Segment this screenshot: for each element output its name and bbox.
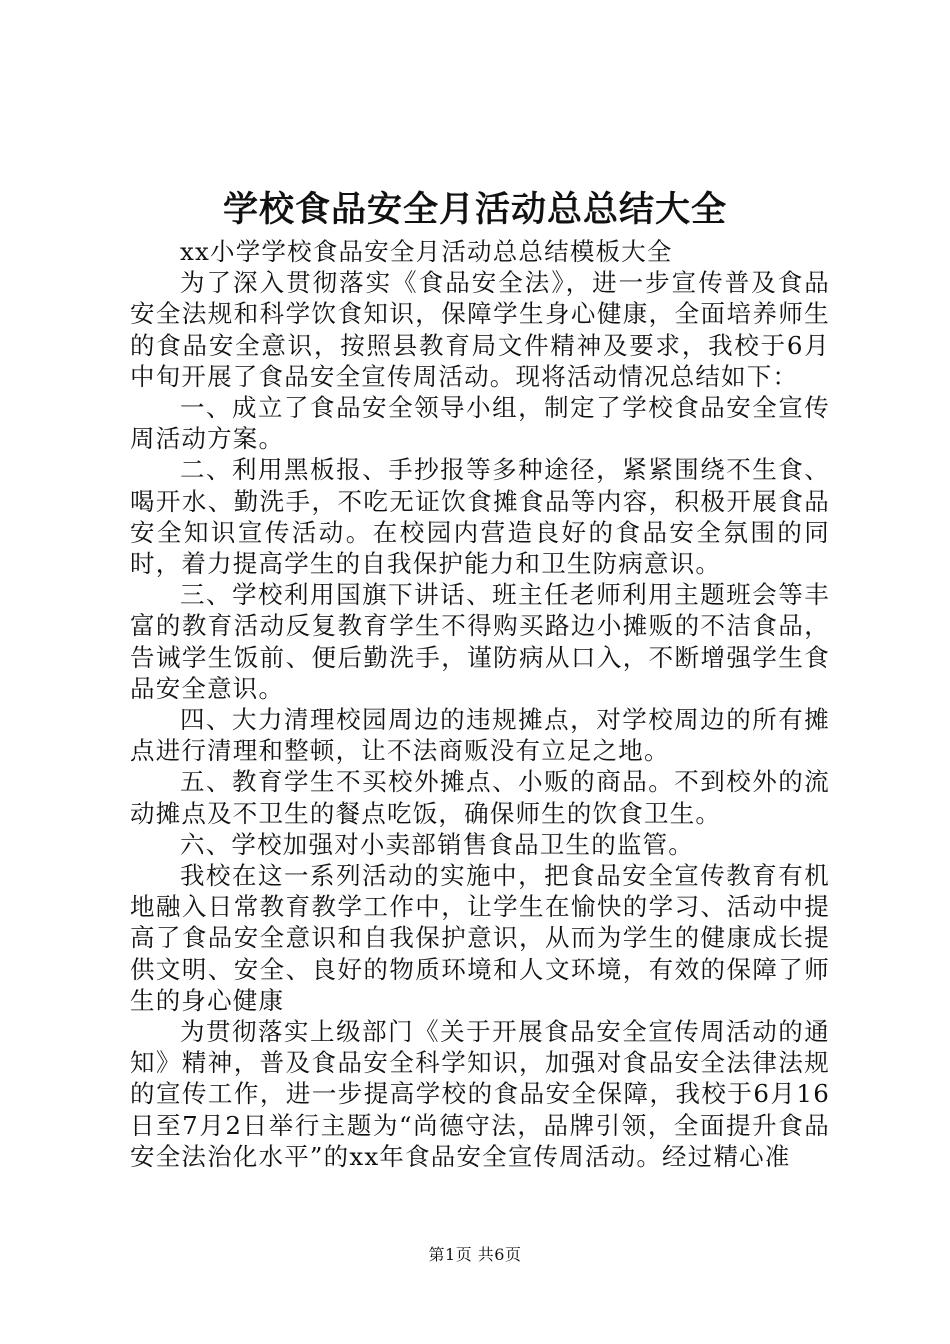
item-paragraph-4: 四、大力清理校园周边的违规摊点，对学校周边的所有摊点进行清理和整顿，让不法商贩没有立足之地。 bbox=[130, 705, 830, 766]
item-paragraph-2: 二、利用黑板报、手抄报等多种途径，紧紧围绕不生食、喝开水、勤洗手，不吃无证饮食摊食品等内容，积极开展食品安全知识宣传活动。在校园内营造良好的食品安全氛围的同时，着力提高学生的自我保护能力和卫生防病意识。 bbox=[130, 455, 830, 579]
item-paragraph-6: 六、学校加强对小卖部销售食品卫生的监管。 bbox=[180, 829, 694, 859]
item-paragraph-3: 三、学校利用国旗下讲话、班主任老师利用主题班会等丰富的教育活动反复教育学生不得购买路边小摊贩的不洁食品，告诫学生饭前、便后勤洗手，谨防病从口入，不断增强学生食品安全意识。 bbox=[130, 580, 830, 703]
document-title: 学校食品安全月活动总总结大全 bbox=[222, 189, 727, 230]
second-section-paragraph: 为贯彻落实上级部门《关于开展食品安全宣传周活动的通知》精神，普及食品安全科学知识，加强对食品安全法律法规的宣传工作，进一步提高学校的食品安全保障，我校于6月16日至7月2日举行主题为“尚德守法，品牌引领，全面提升食品安全法治化水平”的xx年食品安全宣传周活动。经过精心准 bbox=[130, 1017, 830, 1171]
summary-paragraph: 我校在这一系列活动的实施中，把食品安全宣传教育有机地融入日常教育教学工作中，让学生在愉快的学习、活动中提高了食品安全意识和自我保护意识，从而为学生的健康成长提供文明、安全、良好的物质环境和人文环境，有效的保障了师生的身心健康 bbox=[130, 861, 830, 1015]
item-paragraph-1: 一、成立了食品安全领导小组，制定了学校食品安全宣传周活动方案。 bbox=[130, 393, 830, 454]
subtitle-paragraph: xx小学学校食品安全月活动总总结模板大全 bbox=[180, 237, 673, 266]
document-body bbox=[130, 236, 830, 1172]
page-number: 第1页 共6页 bbox=[428, 1245, 522, 1264]
item-paragraph-5: 五、教育学生不买校外摊点、小贩的商品。不到校外的流动摊点及不卫生的餐点吃饭，确保师生的饮食卫生。 bbox=[130, 767, 830, 828]
intro-paragraph: 为了深入贯彻落实《食品安全法》，进一步宣传普及食品安全法规和科学饮食知识，保障学生身心健康，全面培养师生的食品安全意识，按照县教育局文件精神及要求，我校于6月中旬开展了食品安全宣传周活动。现将活动情况总结如下： bbox=[130, 268, 830, 391]
